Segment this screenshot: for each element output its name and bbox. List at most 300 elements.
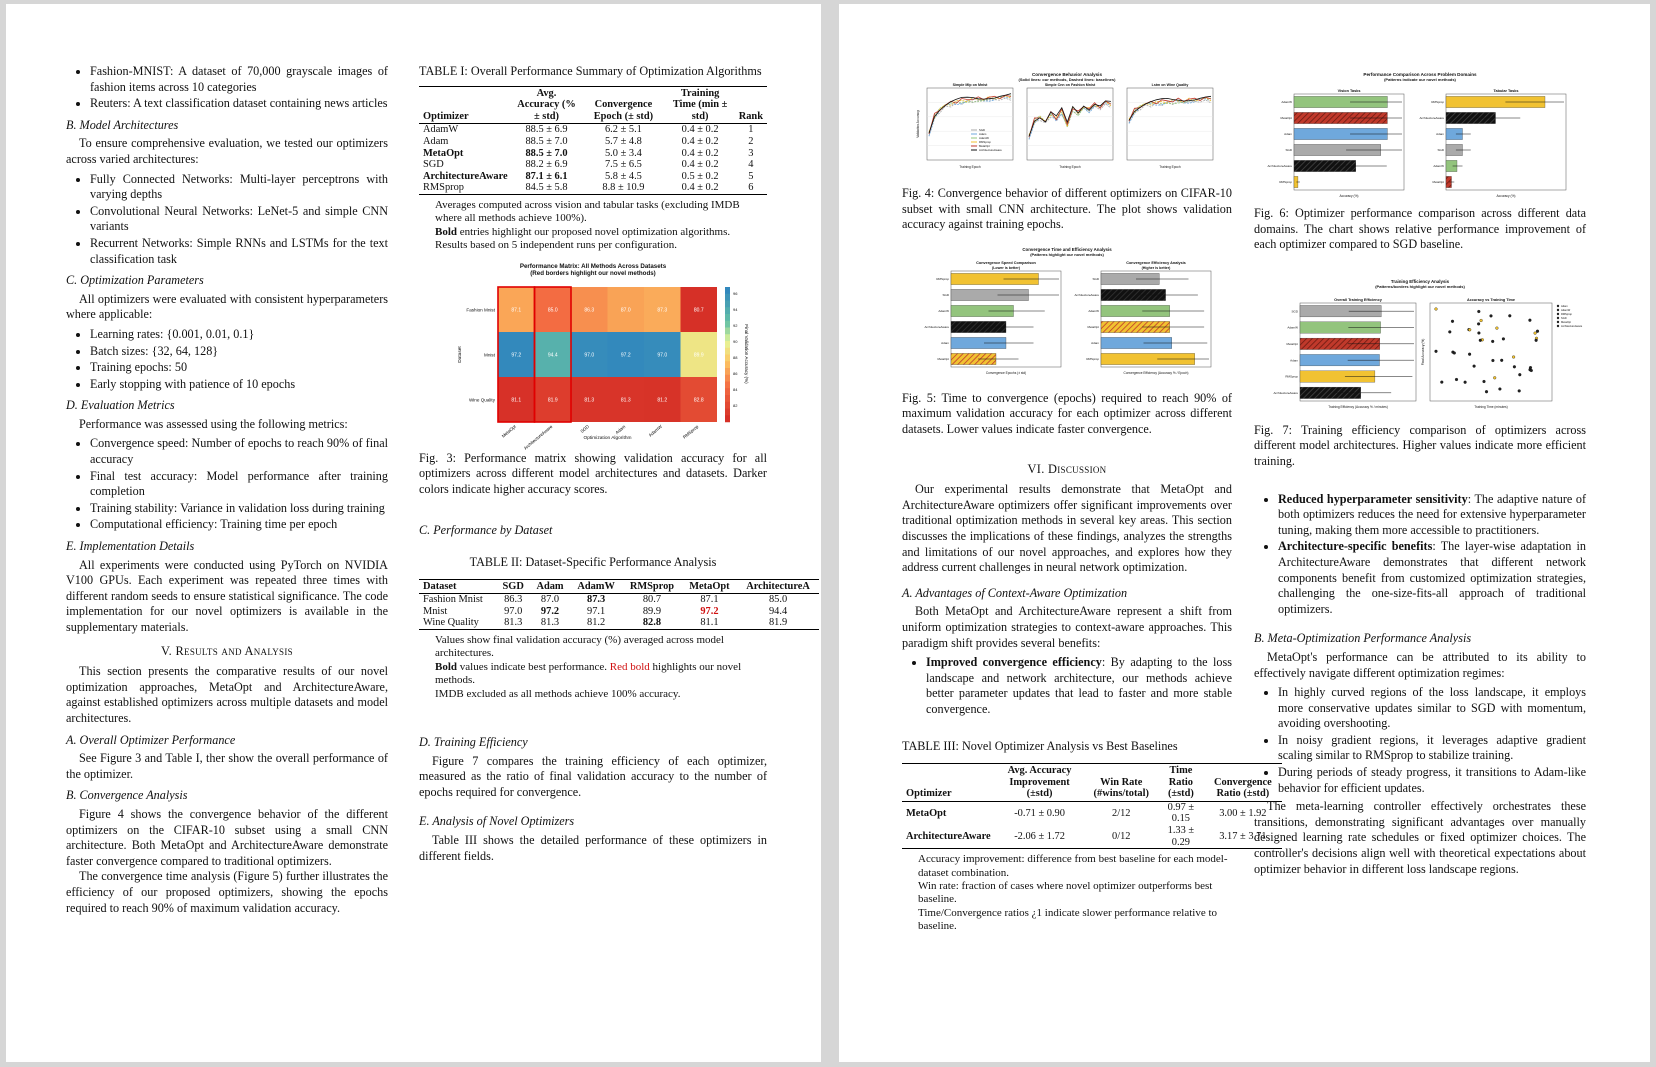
scatter-point [1477, 322, 1480, 325]
category-label: AdamW [1088, 308, 1099, 313]
table-cell: 0.4 ± 0.2 [681, 147, 719, 159]
colorbar-segment [725, 374, 730, 381]
chart-subtitle: (Patterns highlight our novel methods) [1030, 251, 1104, 257]
fig-4-caption: Fig. 4: Convergence behavior of different optimizers on CIFAR-10 subset with small CNN architecture. The plot shows validation accuracy against training epochs. [902, 186, 1232, 232]
category-label: SGD [1092, 276, 1099, 281]
paragraph: Figure 7 compares the training efficiency of each optimizer, measured as the ratio of final validation accuracy to the number of epochs required for convergence. [419, 753, 767, 799]
category-label: SGD [1437, 148, 1444, 153]
cell-label: 82.8 [693, 397, 704, 404]
table-cell: 5.7 ± 4.8 [604, 135, 642, 147]
table-header: Rank [738, 110, 763, 122]
table-2-notes [419, 634, 767, 701]
cell-label: 97.0 [584, 352, 595, 359]
table-cell: ArchitectureAware [423, 170, 508, 182]
scatter-point [1480, 319, 1483, 322]
colorbar-segment [725, 300, 730, 307]
scatter-point [1448, 330, 1451, 333]
table-cell: 0.97 ± 0.15 [1167, 801, 1195, 825]
list-item: • Training stability: Variance in validation loss during training [90, 501, 388, 517]
scatter-point [1468, 328, 1471, 331]
table-3 [902, 763, 1282, 849]
panel-title: Simple Mlp on Mnist [952, 83, 988, 87]
scatter-point [1529, 319, 1532, 322]
list-item: • Batch sizes: {32, 64, 128} [90, 344, 388, 360]
cell-label: 94.4 [547, 352, 558, 359]
page-1 [6, 4, 821, 1062]
panel-title: Lstm on Wine Quality [1151, 83, 1189, 87]
section-heading: C. Performance by Dataset [419, 523, 553, 538]
list-item: • Learning rates: {0.001, 0.01, 0.1} [90, 327, 388, 343]
list-item: • Final test accuracy: Model performance after training completion [90, 469, 388, 500]
dataset-list [66, 64, 388, 112]
category-label: ArchitectureAware [1419, 116, 1444, 121]
category-label: Adam [941, 340, 949, 345]
regimes-list [1254, 685, 1586, 796]
cell-label: 81.3 [620, 397, 631, 404]
table-cell: 5 [748, 170, 754, 182]
table-cell: 5.8 ± 4.5 [604, 170, 642, 182]
panel-frame [951, 271, 1061, 367]
table-cell: MetaOpt [906, 807, 947, 819]
fig-6-caption: Fig. 6: Optimizer performance comparison across different data domains. The chart shows relative performance improvement of each optimizer compared to SGD baseline. [1254, 206, 1586, 252]
scatter-point [1518, 373, 1521, 376]
table-cell: 87.1 ± 6.1 [525, 170, 568, 182]
table-cell: 81.9 [768, 617, 788, 629]
table-cell: 89.9 [642, 605, 662, 617]
colorbar-segment [725, 381, 730, 388]
column-label: SGD [579, 423, 590, 434]
table-cell: 0.5 ± 0.2 [681, 170, 719, 182]
table-header: Avg. Accuracy Improvement (±std) [1007, 765, 1072, 800]
row-label: Mnist [484, 352, 495, 358]
category-label: Adam [1284, 132, 1292, 137]
paragraph: This section presents the comparative results of our novel optimization approaches, MetaOpt and ArchitectureAware, against established optimizers across multiple datasets and model architectures. [66, 664, 388, 725]
table-row [419, 136, 767, 148]
benefits-list-continued [1254, 492, 1586, 618]
table-2-body [419, 594, 819, 630]
table-note: Values show final validation accuracy (%) averaged across model architectures. [435, 633, 724, 660]
fig-6-domain-bars [1260, 70, 1580, 200]
table-header: SGD [502, 580, 524, 592]
table-1-body [419, 124, 767, 195]
panel-subtitle: (Higher is better) [1141, 265, 1171, 270]
x-axis-label: Optimization Algorithm [583, 435, 632, 441]
legend-swatch [1557, 313, 1559, 315]
panel-title: Simple Cnn on Fashion Mnist [1044, 83, 1096, 87]
table-cell: 3.00 ± 1.92 [1219, 807, 1267, 819]
table-header: Training Time (min ± std) [672, 87, 728, 122]
chart-title: Convergence Time and Efficiency Analysis [1022, 246, 1112, 252]
list-item: • Reuters: A text classification dataset containing news articles [90, 96, 388, 112]
table-row [419, 148, 767, 160]
colorbar-segment [725, 327, 730, 334]
column-label: RMSprop [681, 423, 700, 440]
column-label: Adam [614, 423, 627, 435]
x-axis-label: Accuracy (%) [1339, 194, 1359, 198]
table-header: RMSprop [629, 580, 675, 592]
panel-title: Convergence Efficiency Analysis [1126, 260, 1186, 265]
chart-title: Performance Comparison Across Problem Domains [1363, 72, 1477, 77]
table-header: Optimizer [423, 110, 469, 122]
category-label: RMSprop [1431, 100, 1444, 105]
list-item: • In highly curved regions of the loss landscape, it employs more conservative updates similar to SGD with momentum, avoiding overshooting. [1278, 685, 1586, 732]
table-cell: 7.5 ± 6.5 [604, 159, 642, 171]
category-label: SGD [1285, 148, 1292, 153]
scatter-point [1451, 320, 1454, 323]
scatter-point [1518, 389, 1521, 392]
table-1-caption: TABLE I: Overall Performance Summary of Optimization Algorithms [419, 64, 762, 78]
colorbar-label: Final Validation Accuracy (%) [744, 323, 749, 384]
table-row [419, 594, 819, 606]
colorbar-segment [725, 388, 730, 395]
page2-left-column [902, 70, 1272, 940]
scatter-point [1493, 376, 1496, 379]
list-item: • Improved convergence efficiency: By adapting to the loss landscape and network architecture, our methods achieve better parameter updates that lead to faster and more stable convergence. [926, 655, 1232, 717]
table-cell: 88.5 ± 7.0 [525, 135, 568, 147]
category-label: MetaOpt [1280, 116, 1292, 121]
table-cell: 0.4 ± 0.2 [681, 159, 719, 171]
table-cell: 0.4 ± 0.2 [681, 182, 719, 194]
list-item: • Training epochs: 50 [90, 360, 388, 376]
cell-label: 80.7 [693, 307, 704, 314]
table-row [419, 182, 767, 194]
table-row [902, 825, 1282, 849]
cell-label: 89.9 [693, 352, 704, 359]
table-cell: 2 [748, 135, 754, 147]
legend-label: Adam [1561, 304, 1568, 308]
paragraph: MetaOpt's performance can be attributed to its ability to effectively navigate different optimization regimes: [1254, 649, 1586, 680]
fig-5-convergence-bars [907, 245, 1227, 385]
legend-label: MetaOpt [979, 144, 990, 149]
table-cell: 2/12 [1112, 807, 1131, 819]
panel-frame [1300, 303, 1416, 401]
table-cell: SGD [423, 159, 444, 171]
table-cell: 5.0 ± 3.4 [604, 147, 642, 159]
table-cell: 3.17 ± 3.71 [1219, 830, 1267, 842]
scatter-point [1500, 359, 1503, 362]
table-header: Convergence Ratio (±std) [1214, 776, 1272, 800]
x-axis-label: Training Epoch [1059, 165, 1081, 169]
list-item: • Reduced hyperparameter sensitivity: The adaptive nature of both optimizers reduces the need for extensive hyperparameter tuning, making them more accessible to practitioners. [1278, 492, 1586, 539]
panel-title: Vision Tasks [1337, 89, 1361, 93]
list-item: • Fully Connected Networks: Multi-layer perceptrons with varying depths [90, 172, 388, 203]
table-note: Win rate: fraction of cases where novel optimizer outperforms best baseline. [918, 880, 1213, 906]
colorbar-segment [725, 293, 730, 300]
legend-label: SGD [979, 128, 986, 133]
table-header: Adam [536, 580, 564, 592]
x-axis-label: Convergence Efficiency (Accuracy % / Epoch) [1123, 370, 1189, 375]
colorbar-segment [725, 408, 730, 415]
table-cell: Mnist [423, 605, 448, 617]
y-axis-label: Final Accuracy (%) [1421, 338, 1425, 366]
page1-right-column [419, 64, 810, 868]
panel-frame [1027, 88, 1113, 160]
paragraph: To ensure comprehensive evaluation, we tested our optimizers across varied architectures: [66, 136, 388, 166]
table-cell: -2.06 ± 1.72 [1014, 830, 1065, 842]
colorbar-segment [725, 415, 730, 422]
table-cell: 97.1 [587, 605, 606, 617]
table-cell: MetaOpt [423, 147, 464, 159]
scatter-point [1530, 369, 1533, 372]
table-note: Results based on 5 independent runs per configuration. [435, 239, 677, 252]
category-label: ArchitectureAware [1074, 292, 1099, 297]
architecture-list [66, 172, 388, 268]
page-2 [839, 4, 1650, 1062]
table-cell: 81.2 [587, 617, 606, 629]
scatter-point [1464, 381, 1467, 384]
list-item: • Recurrent Networks: Simple RNNs and LSTMs for the text classification task [90, 236, 388, 267]
table-header: MetaOpt [689, 580, 730, 592]
scatter-point [1478, 331, 1481, 334]
colorbar-segment [725, 401, 730, 408]
table-cell: 81.3 [540, 617, 560, 629]
scatter-point [1492, 359, 1495, 362]
table-cell: 86.3 [504, 594, 523, 606]
table-cell: AdamW [423, 124, 459, 136]
list-item: • Early stopping with patience of 10 epochs [90, 377, 388, 393]
category-label: AdamW [1433, 164, 1444, 169]
table-row [419, 124, 767, 136]
paragraph: All experiments were conducted using PyTorch on NVIDIA V100 GPUs. Each experiment was repeated three times with different random seeds to ensure statistical significance. The code implementation for our novel optimizers is available in the supplementary materials. [66, 557, 388, 634]
section-title: VI. Discussion [1027, 461, 1107, 476]
category-label: MetaOpt [1432, 180, 1444, 185]
legend-label: RMSprop [1561, 312, 1572, 316]
table-cell: 3 [748, 147, 754, 159]
table-cell: 6.2 ± 5.1 [604, 124, 642, 136]
legend-label: ArchitectureAware [1561, 324, 1583, 328]
category-label: Adam [1436, 132, 1444, 137]
table-3-notes [902, 853, 1232, 933]
scatter-point [1468, 353, 1471, 356]
cell-label: 86.3 [584, 307, 595, 314]
legend-label: AdamW [979, 136, 989, 141]
table-cell: 80.7 [642, 594, 662, 606]
table-cell: RMSprop [423, 182, 464, 194]
fig-3-heatmap [443, 259, 749, 451]
table-cell: 81.3 [504, 617, 523, 629]
cell-label: 85.0 [547, 307, 558, 314]
colorbar-tick: 94 [733, 306, 738, 312]
table-row [419, 171, 767, 183]
colorbar-tick: 86 [733, 370, 738, 376]
table-cell: 84.5 ± 5.8 [525, 182, 568, 194]
legend-label: Adam [979, 132, 987, 137]
table-cell: 87.1 [700, 594, 719, 606]
legend-label: RMSprop [979, 140, 991, 145]
legend-swatch [1557, 309, 1559, 311]
table-header: Optimizer [906, 788, 952, 800]
table-header: Dataset [423, 580, 457, 592]
scatter-point [1534, 331, 1537, 334]
row-label: Fashion Mnist [466, 307, 495, 313]
table-cell: 0/12 [1112, 830, 1131, 842]
table-cell: 97.2 [700, 605, 719, 617]
x-axis-label: Training Epoch [959, 165, 981, 169]
scatter-point [1499, 387, 1502, 390]
paragraph: All optimizers were evaluated with consistent hyperparameters where applicable: [66, 291, 388, 322]
colorbar-tick: 90 [733, 338, 738, 344]
cell-label: 97.2 [511, 352, 522, 359]
table-note: IMDB excluded as all methods achieve 100% accuracy. [435, 687, 681, 700]
paragraph: Figure 4 shows the convergence behavior of the different optimizers on the CIFAR-10 subset using a small CNN architecture. Both MetaOpt and ArchitectureAware demonstrate faster convergence compared to traditional optimizers. [66, 806, 388, 868]
section-heading: E. Analysis of Novel Optimizers [419, 814, 575, 829]
table-note: Time/Convergence ratios ¿1 indicate slower performance relative to baseline. [918, 906, 1218, 933]
scatter-point [1483, 380, 1486, 383]
list-item: • Architecture-specific benefits: The layer-wise adaptation in ArchitectureAware demonstrates that different network components benefit from customized optimization strategies, challenging the one-size-fits-all approach of traditional optimizers. [1278, 539, 1586, 617]
table-cell: 0.4 ± 0.2 [681, 135, 719, 147]
category-label: AdamW [938, 308, 949, 313]
table-cell: 82.8 [642, 617, 662, 629]
cell-label: 87.1 [511, 307, 522, 314]
table-cell: 85.0 [768, 594, 788, 606]
scatter-point [1502, 337, 1505, 340]
scatter-point [1535, 339, 1538, 342]
scatter-point [1529, 366, 1532, 369]
legend-label: SGD [1561, 316, 1567, 320]
category-label: Adam [1091, 340, 1099, 345]
panel-title: Overall Training Efficiency [1334, 297, 1382, 302]
section-heading: E. Implementation Details [66, 539, 195, 554]
paragraph: The meta-learning controller effectively orchestrates these transitions, demonstrating significant advantages over manually designed learning rate schedules or fixed optimizer choices. The controller's decisions align well with theoretical expectations about optimizer behavior in different loss landscape regions. [1254, 799, 1586, 876]
section-heading: D. Evaluation Metrics [66, 398, 175, 413]
scatter-point [1440, 380, 1443, 383]
chart-subtitle: (Solid lines: our methods, Dashed lines: baselines) [1018, 77, 1116, 82]
colorbar-tick: 96 [733, 290, 738, 296]
scatter-point [1508, 314, 1511, 317]
scatter-point [1536, 330, 1539, 333]
x-axis-label: Accuracy (%) [1496, 194, 1516, 198]
chart-subtitle: (Patterns indicate our novel methods) [1384, 77, 1456, 82]
paragraph: See Figure 3 and Table I, ther show the overall performance of the optimizer. [66, 751, 388, 781]
scatter-point [1496, 326, 1499, 329]
table-cell: 1 [748, 124, 754, 136]
table-1 [419, 86, 767, 195]
table-cell: 88.5 ± 7.0 [525, 147, 568, 159]
colorbar-segment [725, 320, 730, 327]
table-cell: 1.33 ± 0.29 [1167, 825, 1195, 848]
category-label: RMSprop [1086, 356, 1099, 361]
category-label: MetaOpt [937, 356, 949, 361]
list-item: • In noisy gradient regions, it leverages adaptive gradient scaling similar to RMSprop to stabilize training. [1278, 733, 1586, 764]
table-cell: Fashion Mnist [423, 594, 483, 606]
fig-7-efficiency [1260, 277, 1583, 417]
table-note: Averages computed across vision and tabular tasks (excluding IMDB where all methods achieve 100%). [435, 198, 740, 225]
fig-4-convergence-lines [907, 70, 1227, 180]
scatter-point [1455, 378, 1458, 381]
table-cell: 94.4 [768, 605, 788, 617]
table-cell: 97.2 [540, 605, 560, 617]
legend-label: AdamW [1561, 308, 1571, 312]
table-cell: 88.2 ± 6.9 [525, 159, 568, 171]
scatter-point [1479, 339, 1482, 342]
legend-swatch [1557, 305, 1559, 307]
paragraph: Table III shows the detailed performance of these optimizers in different fields. [419, 832, 767, 863]
table-cell: Wine Quality [423, 617, 479, 629]
page1-left-column [66, 64, 388, 920]
paragraph: The convergence time analysis (Figure 5) further illustrates the efficiency of our proposed optimizers, showing the epochs required to reach 90% of maximum validation accuracy. [66, 869, 388, 915]
category-label: SGD [1291, 309, 1298, 314]
panel-frame [1294, 94, 1404, 190]
colorbar-segment [725, 368, 730, 375]
colorbar-tick: 84 [733, 386, 738, 392]
table-cell: 88.5 ± 6.9 [525, 124, 568, 136]
chart-title: Training Efficiency Analysis [1390, 278, 1450, 284]
list-item: • Fashion-MNIST: A dataset of 70,000 grayscale images of fashion items across 10 categories [90, 64, 388, 95]
scatter-point [1485, 390, 1488, 393]
table-header: Win Rate (#wins/total) [1093, 776, 1149, 800]
scatter-point [1435, 350, 1438, 353]
paragraph: Our experimental results demonstrate that MetaOpt and ArchitectureAware optimizers offer significant improvements over traditional optimization methods in several key areas. This section discusses the implications of these findings, analyzes the strengths and limitations of our novel approaches, and explores how they address current challenges in neural network optimization. [902, 482, 1232, 575]
column-label: ArchitectureAware [522, 423, 554, 451]
table-3-caption: TABLE III: Novel Optimizer Analysis vs Best Baselines [902, 739, 1178, 754]
chart-subtitle: (Patterns/borders highlight our novel methods) [1375, 283, 1465, 289]
colorbar-segment [725, 354, 730, 361]
y-axis-label: Dataset [458, 345, 463, 363]
x-axis-label: Convergence Epochs (± std) [985, 370, 1027, 375]
table-header: Convergence Epoch (± std) [593, 99, 654, 122]
table-note: Accuracy improvement: difference from best baseline for each model-dataset combination. [918, 853, 1228, 879]
x-axis-label: Training Time (minutes) [1474, 404, 1508, 409]
cell-label: 81.2 [657, 397, 668, 404]
table-note: Bold entries highlight our proposed novel optimization algorithms. [435, 225, 731, 238]
section-heading: A. Overall Optimizer Performance [66, 732, 236, 747]
panel-title: Tabular Tasks [1493, 89, 1519, 93]
legend-label: MetaOpt [1561, 320, 1571, 324]
colorbar-segment [725, 347, 730, 354]
table-row [419, 159, 767, 171]
category-label: ArchitectureAware [924, 324, 949, 329]
row-label: Wine Quality [468, 397, 495, 403]
cell-label: 87.3 [657, 307, 668, 314]
table-1-notes [419, 199, 767, 253]
panel-subtitle: (Lower is better) [992, 265, 1020, 270]
column-label: AdamW [647, 423, 663, 438]
panel-frame [1430, 303, 1552, 401]
legend-label: ArchitectureAware [979, 148, 1002, 153]
table-header: Time Ratio (±std) [1167, 765, 1194, 800]
table-2 [419, 579, 819, 630]
scatter-point [1490, 314, 1493, 317]
chart-subtitle: (Red borders highlight our novel methods) [530, 269, 656, 277]
colorbar-segment [725, 361, 730, 368]
metrics-list [66, 436, 388, 533]
table-cell: 8.8 ± 10.9 [602, 182, 645, 194]
colorbar-tick: 88 [733, 354, 738, 360]
category-label: SGD [942, 292, 949, 297]
paragraph: Both MetaOpt and ArchitectureAware represent a shift from uniform optimization strategies to context-aware approaches. This paradigm shift provides several benefits: [902, 604, 1232, 650]
category-label: MetaOpt [1286, 341, 1298, 346]
params-list [66, 327, 388, 392]
colorbar-tick: 92 [733, 322, 738, 328]
fig-5-caption: Fig. 5: Time to convergence (epochs) required to reach 90% of maximum validation accuracy for each optimizer across different datasets. Lower values indicate faster convergence. [902, 390, 1232, 436]
x-axis-label: Training Efficiency (Accuracy % / minutes) [1328, 404, 1388, 409]
category-label: RMSprop [1285, 374, 1298, 379]
section-heading: B. Model Architectures [66, 117, 179, 132]
colorbar-segment [725, 334, 730, 341]
panel-frame [1101, 271, 1211, 367]
cell-label: 97.2 [620, 352, 631, 359]
colorbar-segment [725, 314, 730, 321]
table-note: Bold values indicate best performance. Red bold highlights our novel methods. [435, 660, 742, 687]
category-label: MetaOpt [1087, 324, 1099, 329]
legend-swatch [1557, 317, 1559, 319]
cell-label: 81.1 [511, 397, 522, 404]
table-header: Avg. Accuracy (% ± std) [517, 87, 576, 122]
table-2-caption: TABLE II: Dataset-Specific Performance Analysis [469, 554, 717, 569]
paragraph: Performance was assessed using the following metrics: [79, 416, 348, 431]
category-label: RMSprop [936, 276, 949, 281]
category-label: Adam [1290, 358, 1298, 363]
